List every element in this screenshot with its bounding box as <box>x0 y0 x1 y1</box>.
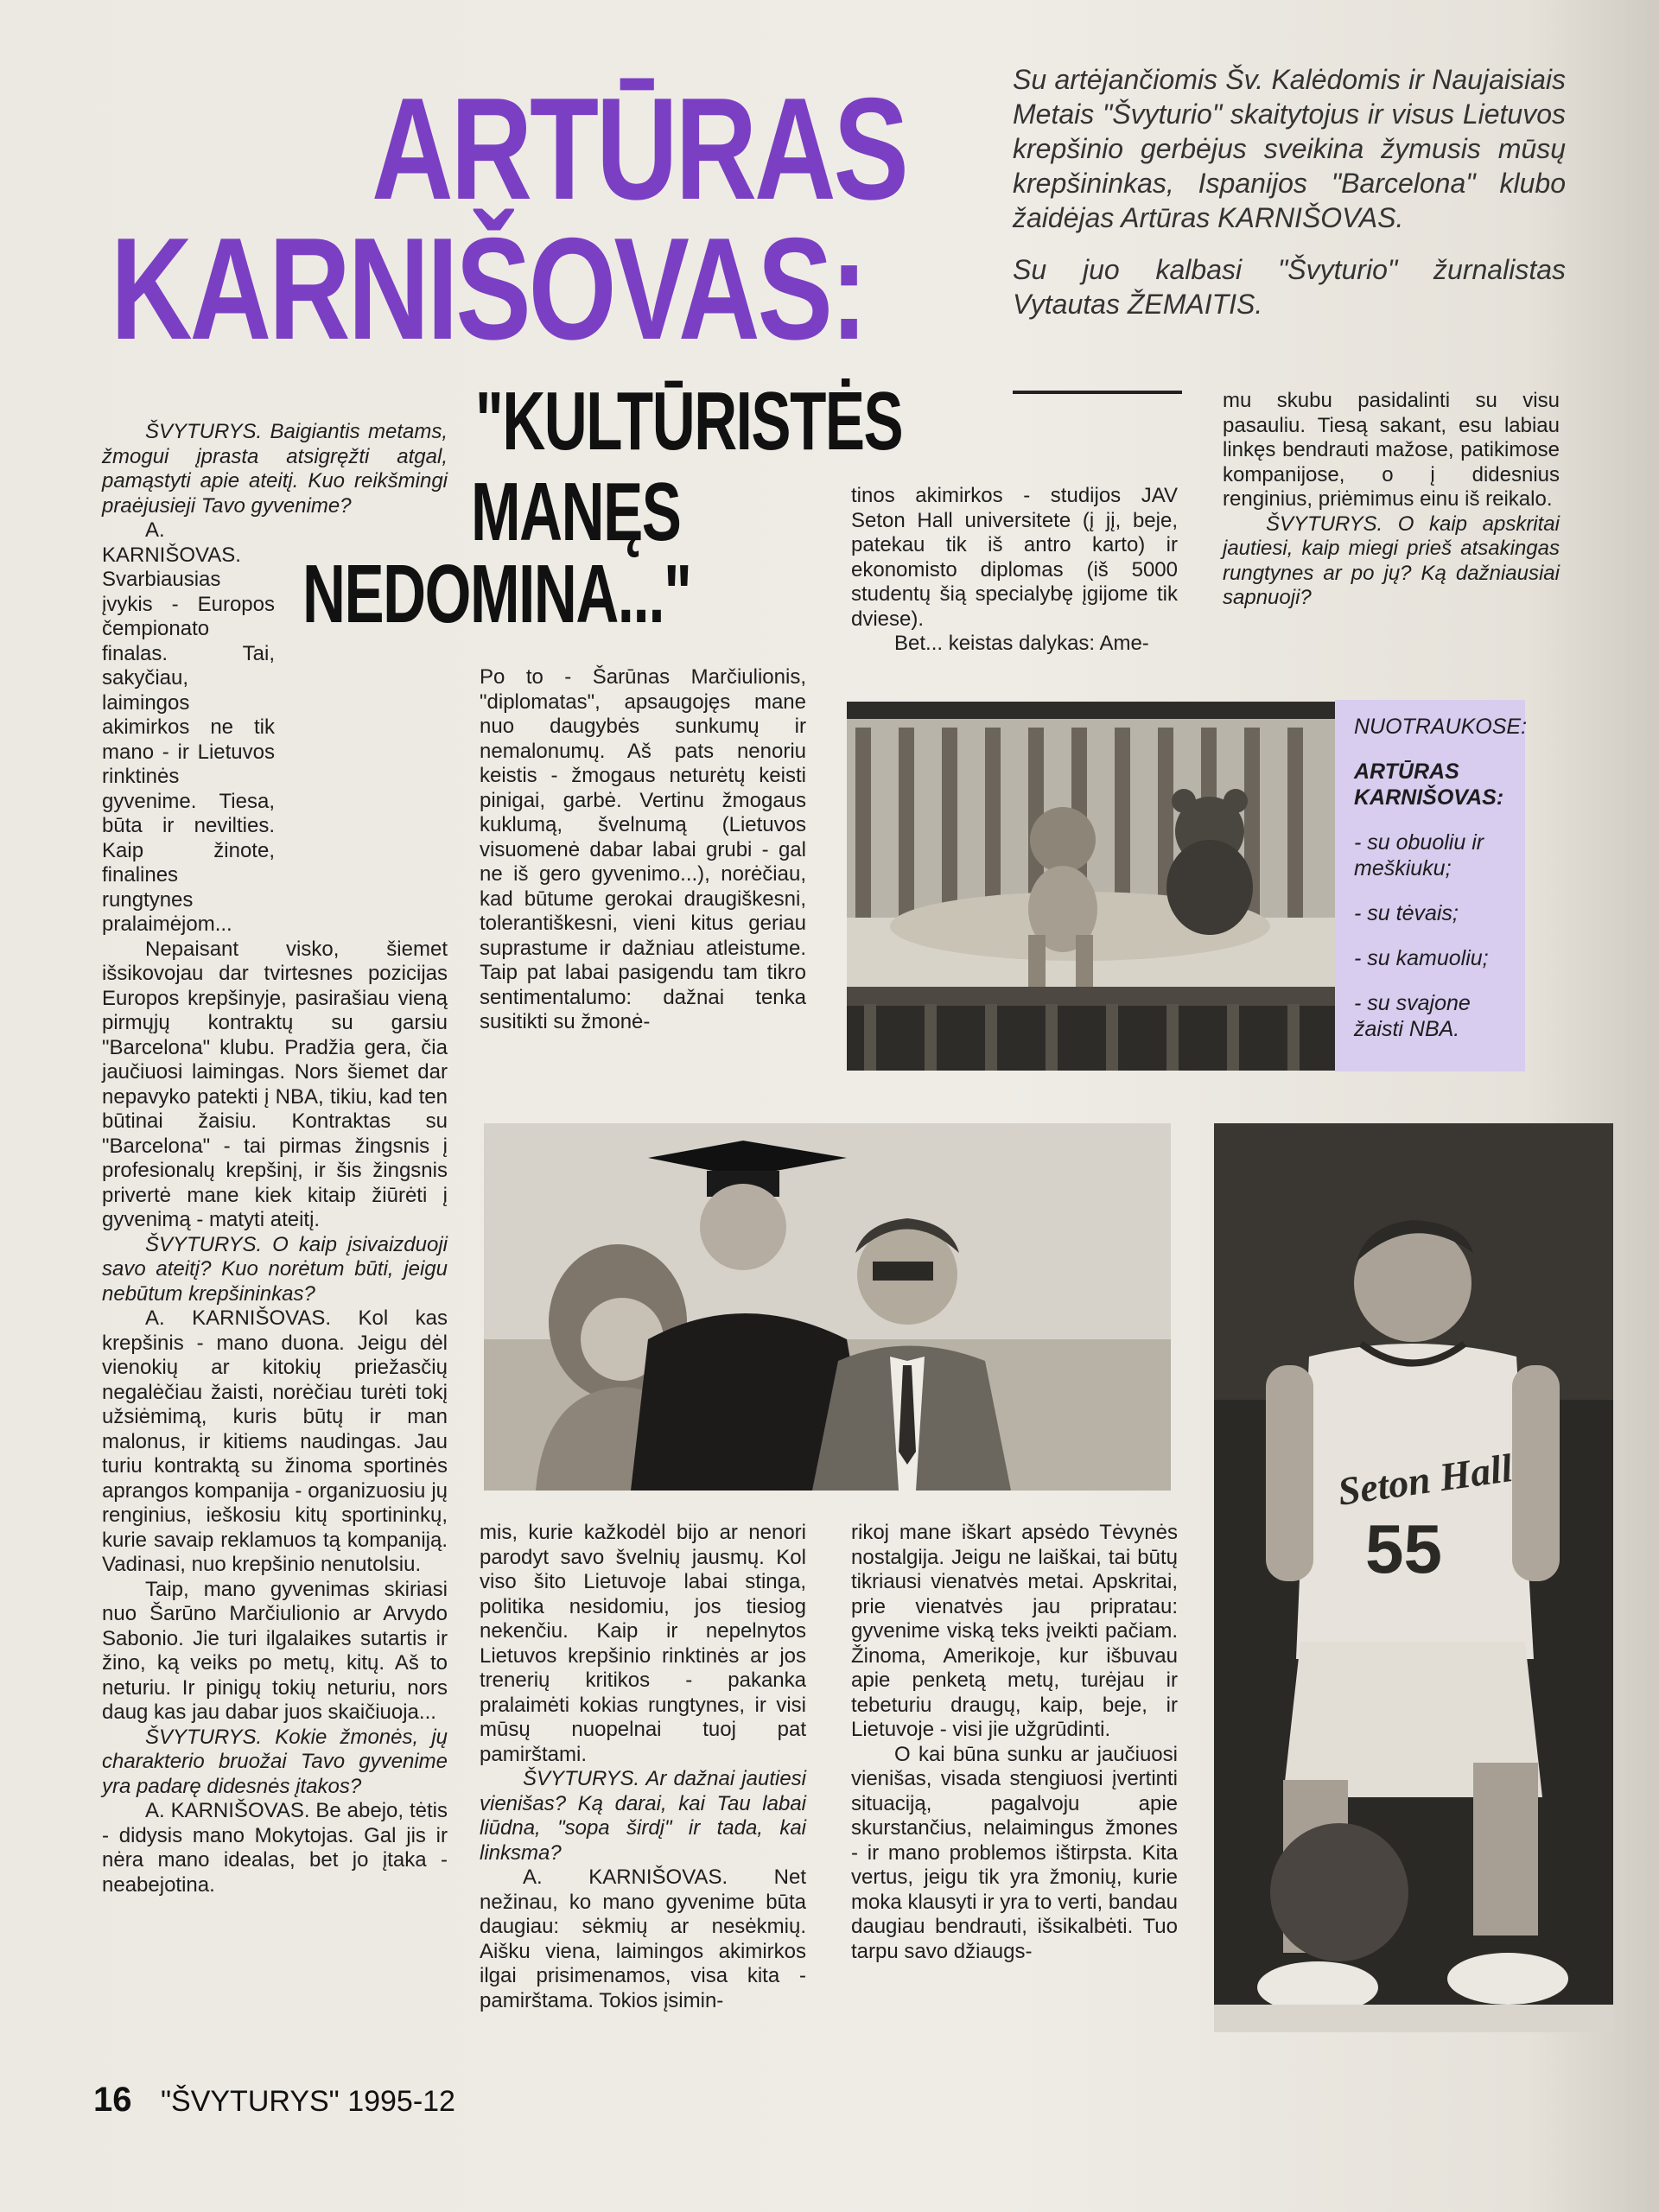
jersey-number: 55 <box>1365 1510 1442 1587</box>
answer-paragraph: Taip, mano gyvenimas skiriasi nuo Šarūno Marčiulionio ar Arvydo Sabonio. Jie turi ilgalaikes sutartis ir žino, ką veiks po metų, kitų. Aš to neturiu. Ir pinigų tokių neturiu, nors daug kas jau dabar juos skaičiuoja... <box>102 1577 448 1724</box>
article-column-3-top <box>851 484 1178 657</box>
section-divider <box>1013 391 1182 394</box>
article-column-2-top <box>480 665 806 1035</box>
photo-captions <box>1335 700 1528 1071</box>
publication-info: "ŠVYTURYS" 1995-12 <box>160 2085 455 2118</box>
answer-paragraph: A. KARNIŠOVAS. Svarbiausias įvykis - Europos čempionato finalas. Tai, sakyčiau, laimingos akimirkos ne tik mano - ir Lietuvos rinktinės gyvenime. Tiesa, būta ir nevilties. Kaip žinote, finalines rungtynes pralaimėjom... <box>102 518 275 936</box>
headline-name-first: ARTŪRAS <box>372 67 906 230</box>
photo-child-with-teddy <box>847 702 1335 1071</box>
lead-intro <box>1013 62 1566 339</box>
caption-item: - su obuoliu ir meškiuku; <box>1354 830 1484 880</box>
article-column-3-bottom <box>851 1521 1178 1964</box>
answer-paragraph: A. KARNIŠOVAS. Net nežinau, ko mano gyvenime būta daugiau: sėkmių ar nesėkmių. Aišku viena, laimingos akimirkos ilgai prisimenamos, visa kita - pamirštama. Tokios įsimin- <box>480 1866 806 2012</box>
player-illustration <box>1214 1123 1613 2032</box>
article-column-1 <box>102 420 448 1897</box>
question-paragraph: ŠVYTURYS. Kokie žmonės, jų charakterio bruožai Tavo gyvenime yra padarę didesnės įtakos? <box>102 1725 448 1798</box>
caption-item: - su tėvais; <box>1354 901 1459 925</box>
graduation-illustration <box>484 1123 1171 1491</box>
captions-subject: ARTŪRAS KARNIŠOVAS: <box>1354 760 1504 810</box>
question-paragraph: ŠVYTURYS. Baigiantis metams, žmogui įprasta atsigręžti atgal, pamąstyti apie ateitį. Kuo reikšmingi praėjusieji Tavo gyvenime? <box>102 420 448 518</box>
photo-graduation-with-parents <box>484 1123 1171 1491</box>
headline-quote-line2: MANĘS <box>471 466 681 558</box>
question-paragraph: ŠVYTURYS. Ar dažnai jautiesi vienišas? Ką darai, kai Tau labai liūdna, "sopa širdį" ir tada, kai linksma? <box>480 1767 806 1865</box>
answer-paragraph: A. KARNIŠOVAS. Kol kas krepšinis - mano duona. Jeigu dėl vienokių ar kitokių priežasčių negalėčiau žaisti, norėčiau turėti tokį užsiėmimą, kuris būtų ir man malonus, ir kitiems naudingas. Jau turiu kontraktą su žinoma sportinės aprangos kompanija - organizuosiu jų renginius, ieškosiu kitų sportininkų, kurie savaip reklamuos tą kompaniją. Vadinasi, nuo krepšinio nenutolsiu. <box>102 1306 448 1576</box>
headline-name-last: KARNIŠOVAS: <box>111 207 866 370</box>
answer-paragraph: Po to - Šarūnas Marčiulionis, "diplomatas", apsaugojęs mane nuo daugybės sunkumų ir nemalonumų. Aš pats nenoriu keistis - žmogaus neturėtų keisti pinigai, garbė. Vertinu žmogaus kuklumą, švelnumą (Lietuvos visuomenė dabar labai grubi - gal ne iš gero gyvenimo...), norėčiau, kad būtume gerokai draugiškesni, tolerantiškesni, vieni kitus geriau suprastume ir dažniau atleistume. Taip pat labai pasigendu tam tikro sentimentalumo: dažnai tenka susitikti su žmonė- <box>480 665 806 1033</box>
caption-item: - su svajone žaisti NBA. <box>1354 991 1471 1041</box>
question-paragraph: ŠVYTURYS. O kaip įsivaizduoji savo ateitį? Kuo norėtum būti, jeigu nebūtum krepšininkas? <box>102 1232 448 1306</box>
photo-seton-hall-player <box>1214 1123 1613 2032</box>
answer-paragraph: mu skubu pasidalinti su visu pasauliu. Tiesą sakant, esu labiau linkęs bendrauti mažose, patikimose kompanijose, o į didesnius renginius, priėmimus einu iš reikalo. <box>1223 389 1560 511</box>
answer-paragraph: rikoj mane iškart apsėdo Tėvynės nostalgija. Jeigu ne laiškai, tai būtų tikriausi vienatvės metai. Apskritai, prie vienatvės jau pripratau: gyvenime viską teks įveikti pačiam. Žinoma, Amerikoje, kur išbuvau apie penketą metų, turėjau ir tebeturiu draugų, kaip, beje, ir Lietuvoje - visi jie užgrūdinti. <box>851 1521 1178 1741</box>
headline-quote-line1: "KULTŪRISTĖS <box>475 375 903 467</box>
answer-paragraph: O kai būna sunku ar jaučiuosi vienišas, visada stengiuosi įvertinti situaciją, pagalvoju apie skurstančius, nelaimingus žmones - ir mano problemos ištirpsta. Kita vertus, jeigu tik yra žmonių, kurie moka klausyti ir yra to verti, bandau daugiau bendrauti, išsikalbėti. Tuo tarpu savo džiaugs- <box>851 1742 1178 1963</box>
answer-paragraph: A. KARNIŠOVAS. Be abejo, tėtis - didysis mano Mokytojas. Gal jis ir nėra mano idealas, bet jo įtaka - neabejotina. <box>102 1799 448 1897</box>
page-footer <box>93 2081 455 2120</box>
question-paragraph: ŠVYTURYS. O kaip apskritai jautiesi, kaip miegi prieš atsakingas rungtynes ar po jų? Ką dažniausiai sapnuoji? <box>1223 512 1560 609</box>
crib-illustration <box>847 702 1335 1071</box>
headline-quote-line3: NEDOMINA..." <box>302 548 691 640</box>
caption-item: - su kamuoliu; <box>1354 946 1489 970</box>
article-column-4-top <box>1223 389 1560 611</box>
answer-paragraph: Bet... keistas dalykas: Ame- <box>894 632 1149 655</box>
answer-paragraph: tinos akimirkos - studijos JAV Seton Hall universitete (į jį, beje, patekau tik iš antro karto) ir ekonomisto diplomas (iš 5000 studentų šią specialybę įgijome tik dviese). <box>851 484 1178 631</box>
lead-paragraph: Su artėjančiomis Šv. Kalėdomis ir Naujaisiais Metais "Švyturio" skaitytojus ir visus Lietuvos krepšinio gerbėjus sveikina žymusis mūsų krepšininkas, Ispanijos "Barcelona" klubo žaidėjas Artūras KARNIŠOVAS. <box>1013 64 1566 233</box>
captions-heading: NUOTRAUKOSE: <box>1354 715 1528 739</box>
jersey-name: Seton Hall <box>1335 1445 1516 1514</box>
article-column-2-bottom <box>480 1521 806 2013</box>
page-number: 16 <box>93 2081 132 2119</box>
lead-author-paragraph: Su juo kalbasi "Švyturio" žurnalistas Vytautas ŽEMAITIS. <box>1013 254 1566 320</box>
answer-paragraph: mis, kurie kažkodėl bijo ar nenori parodyt savo švelnių jausmų. Kol viso šito Lietuvoje labai stinga, politika nesidomiu, jos tiesiog nekenčiu. Kaip ir nepelnytos Lietuvos krepšinio rinktinės ar jos trenerių kritikos - pakanka pralaimėti kokias rungtynes, ir visi mūsų nuopelnai tuoj pat pamirštami. <box>480 1521 806 1766</box>
answer-paragraph: Nepaisant visko, šiemet išsikovojau dar tvirtesnes pozicijas Europos krepšinyje, pasirašiau vieną pirmųjų kontraktų su garsiu "Barcelona" klubu. Pradžia gera, čia jaučiuosi laimingas. Nors šiemet dar nepavyko patekti į NBA, tikiu, kad ten būtinai žaisiu. Kontraktas su "Barcelona" - tai pirmas žingsnis į profesionalų krepšinį, ir šis žingsnis privertė mane kiek kitaip žiūrėti į gyvenimą - matyti ateitį. <box>102 937 448 1231</box>
